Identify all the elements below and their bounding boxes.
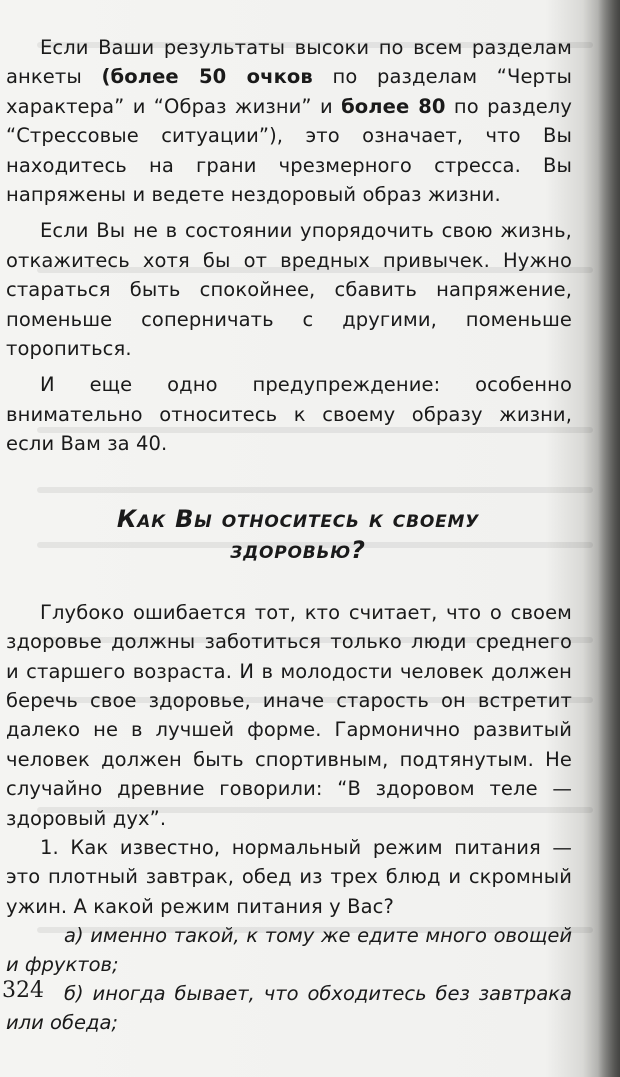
text-run: по разделам “Черты характера” и “Образ жизни” и [6, 65, 572, 118]
answer-option-a: а) именно такой, к тому же едите много овощей и фруктов; [6, 924, 572, 977]
page-content [6, 33, 572, 1037]
question-1: 1. Как известно, нормальный режим питания — это плотный завтрак, обед из трех блюд и скромный ужин. А какой режим питания у Вас? [6, 835, 572, 918]
paragraph-health-intro: Глубоко ошибается тот, кто считает, что о своем здоровье должны заботиться только люди среднего и старшего возраста. И в молодости человек должен беречь свое здоровье, иначе старость он встретит далеко не в лучшей форме. Гармонично развитый человек должен быть спортивным, подтянутым. Не случайно древние говорили: “В здоровом теле — здоровый дух”. [6, 600, 572, 830]
text-run: Если Ваши результаты высоки по всем разделам анкеты [6, 36, 572, 89]
page-number: 324 [2, 978, 44, 1003]
text-run: по разделу “Стрессовые ситуации”), это означает, что Вы находитесь на грани чрезмерного стресса. Вы напряжены и ведете нездоровый образ жизни. [6, 94, 572, 207]
paragraph-advice: Если Вы не в состоянии упорядочить свою жизнь, откажитесь хотя бы от вредных привычек. Нужно стараться быть спокойнее, сбавить напряжение, поменьше соперничать с другими, поменьше торопиться. [6, 219, 572, 361]
paragraph-warning: И еще одно предупреждение: особенно внимательно относитесь к своему образу жизни, если Вам за 40. [6, 373, 572, 456]
text-run-bold: (более 50 очков [101, 65, 313, 89]
text-run-bold: более 80 [341, 94, 446, 118]
paragraph-stress-result [6, 33, 572, 209]
section-heading-line-2: здоровью? [230, 535, 366, 564]
book-spine-shadow [598, 0, 620, 1077]
answer-option-b: б) иногда бывает, что обходитесь без завтрака или обеда; [6, 982, 572, 1035]
section-heading-line-1: Как Вы относитесь к своему [116, 504, 480, 533]
